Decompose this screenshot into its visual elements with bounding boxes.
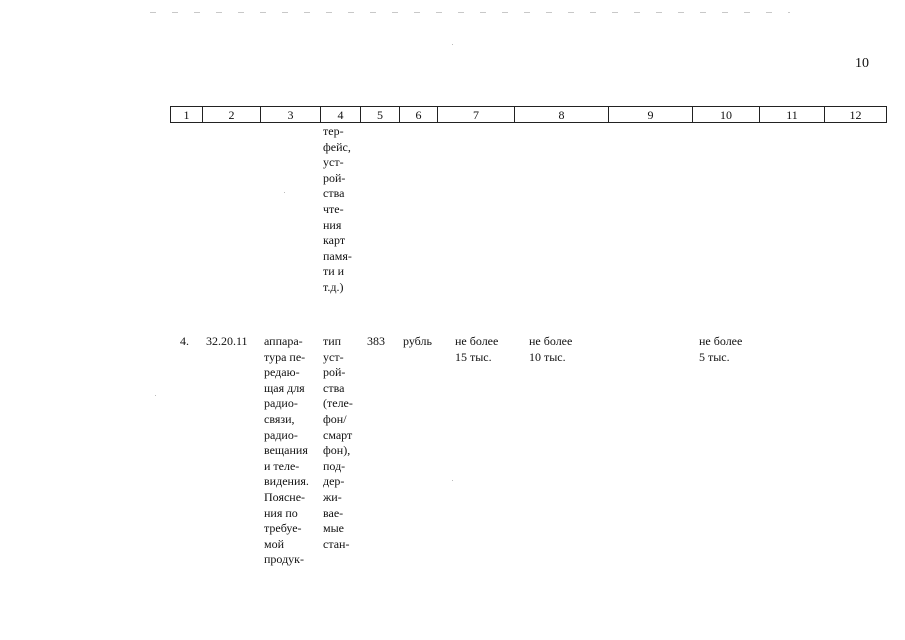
unit-name: рубль — [403, 334, 432, 348]
header-cell: 3 — [261, 107, 321, 123]
row-number: 4. — [180, 334, 189, 348]
header-cell: 2 — [203, 107, 261, 123]
okei-code: 383 — [367, 334, 385, 348]
scan-speck — [284, 192, 285, 193]
header-cell: 6 — [400, 107, 438, 123]
product-characteristic: тип уст- рой- ства (теле- фон/ смарт фон), под- дер- жи- вае- мые стан- — [323, 334, 353, 551]
value-col7: не более 15 тыс. — [455, 334, 499, 364]
header-cell: 4 — [321, 107, 361, 123]
header-cell: 12 — [825, 107, 887, 123]
continuation-cell-col4: тер- фейс, уст- рой- ства чте- ния карт памя- ти и т.д.) — [323, 124, 352, 294]
product-name: аппара- тура пе- редаю- щая для радио- связи, радио- вещания и теле- видения. Поясне- ния по требуе- мой продук- — [264, 334, 309, 567]
scan-speck — [452, 480, 453, 481]
header-cell: 9 — [609, 107, 693, 123]
scan-artifact-line — [150, 12, 790, 13]
value-col10: не более 5 тыс. — [699, 334, 743, 364]
header-row — [171, 107, 887, 123]
scan-speck — [452, 44, 453, 45]
column-number-header — [170, 106, 887, 123]
header-cell: 7 — [438, 107, 515, 123]
scan-speck — [155, 395, 156, 396]
page-number: 10 — [855, 56, 869, 71]
header-cell: 5 — [361, 107, 400, 123]
header-cell: 8 — [515, 107, 609, 123]
okpd2-code: 32.20.11 — [206, 334, 248, 348]
value-col8: не более 10 тыс. — [529, 334, 573, 364]
header-cell: 10 — [693, 107, 760, 123]
header-cell: 1 — [171, 107, 203, 123]
header-cell: 11 — [760, 107, 825, 123]
